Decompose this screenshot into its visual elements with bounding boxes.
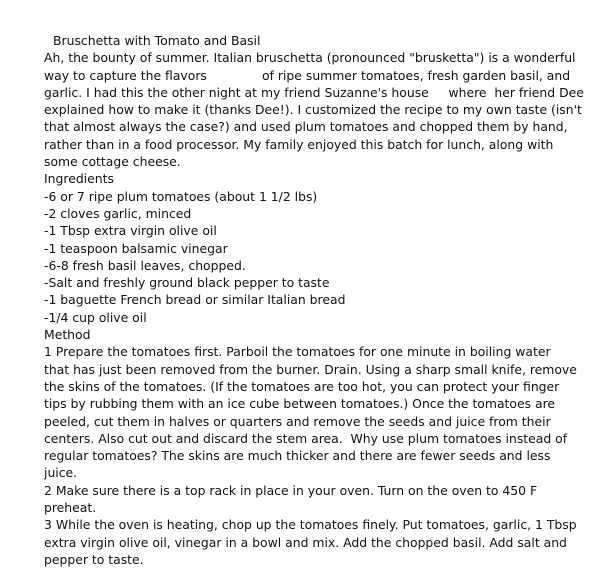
intro-line: garlic. I had this the other night at my friend Suzanne's house where her friend Dee [44,84,584,100]
method-line: centers. Also cut out and discard the stem area. Why use plum tomatoes instead of [44,430,568,446]
ingredient-item: -1 Tbsp extra virgin olive oil [44,223,217,239]
method-line: 1 Prepare the tomatoes first. Parboil the tomatoes for one minute in boiling water [44,344,551,360]
intro-line: rather than in a food processor. My family enjoyed this batch for lunch, along with [44,136,554,152]
ingredient-item: -2 cloves garlic, minced [44,205,192,221]
intro-line: way to capture the flavors of ripe summer tomatoes, fresh garden basil, and [44,67,571,83]
ingredient-item: -6-8 fresh basil leaves, chopped. [44,257,246,273]
ingredients-list [44,188,564,326]
method-line: 3 While the oven is heating, chop up the tomatoes finely. Put tomatoes, garlic, 1 Tbsp [44,517,577,533]
intro-line: that almost always the case?) and used plum tomatoes and chopped them by hand, [44,119,568,135]
recipe-title: Bruschetta with Tomato and Basil [53,33,261,48]
method-line: that has just been removed from the burner. Drain. Using a sharp small knife, remove [44,361,577,377]
method-line: peeled, cut them in halves or quarters and remove the seeds and juice from their [44,413,551,429]
method-line: 2 Make sure there is a top rack in place in your oven. Turn on the oven to 450 F [44,482,538,498]
ingredient-item: -6 or 7 ripe plum tomatoes (about 1 1/2 lbs) [44,188,318,204]
intro-line: some cottage cheese. [44,154,181,170]
method-steps [44,343,577,568]
ingredient-item: -1 baguette French bread or similar Italian bread [44,292,346,308]
method-line: regular tomatoes? The skins are much thicker and there are fewer seeds and less [44,448,551,464]
method-line: juice. [44,465,78,481]
intro-line: Ah, the bounty of summer. Italian bruschetta (pronounced "brusketta") is a wonderful [44,50,576,66]
ingredient-item: -1/4 cup olive oil [44,309,147,325]
method-heading: Method [44,327,91,343]
ingredient-item: -Salt and freshly ground black pepper to taste [44,275,330,291]
intro-line: explained how to make it (thanks Dee!). I customized the recipe to my own taste (isn't [44,102,582,118]
method-line: the skins of the tomatoes. (If the tomatoes are too hot, you can protect your finger [44,378,560,394]
intro-paragraph [44,49,584,170]
method-line: tips by rubbing them with an ice cube between tomatoes.) Once the tomatoes are [44,396,556,412]
method-line: preheat. [44,500,97,516]
method-line: pepper to taste. [44,551,144,567]
ingredient-item: -1 teaspoon balsamic vinegar [44,240,228,256]
ingredients-heading: Ingredients [44,171,114,187]
method-line: extra virgin olive oil, vinegar in a bowl and mix. Add the chopped basil. Add salt and [44,534,567,550]
recipe-document [44,32,584,568]
